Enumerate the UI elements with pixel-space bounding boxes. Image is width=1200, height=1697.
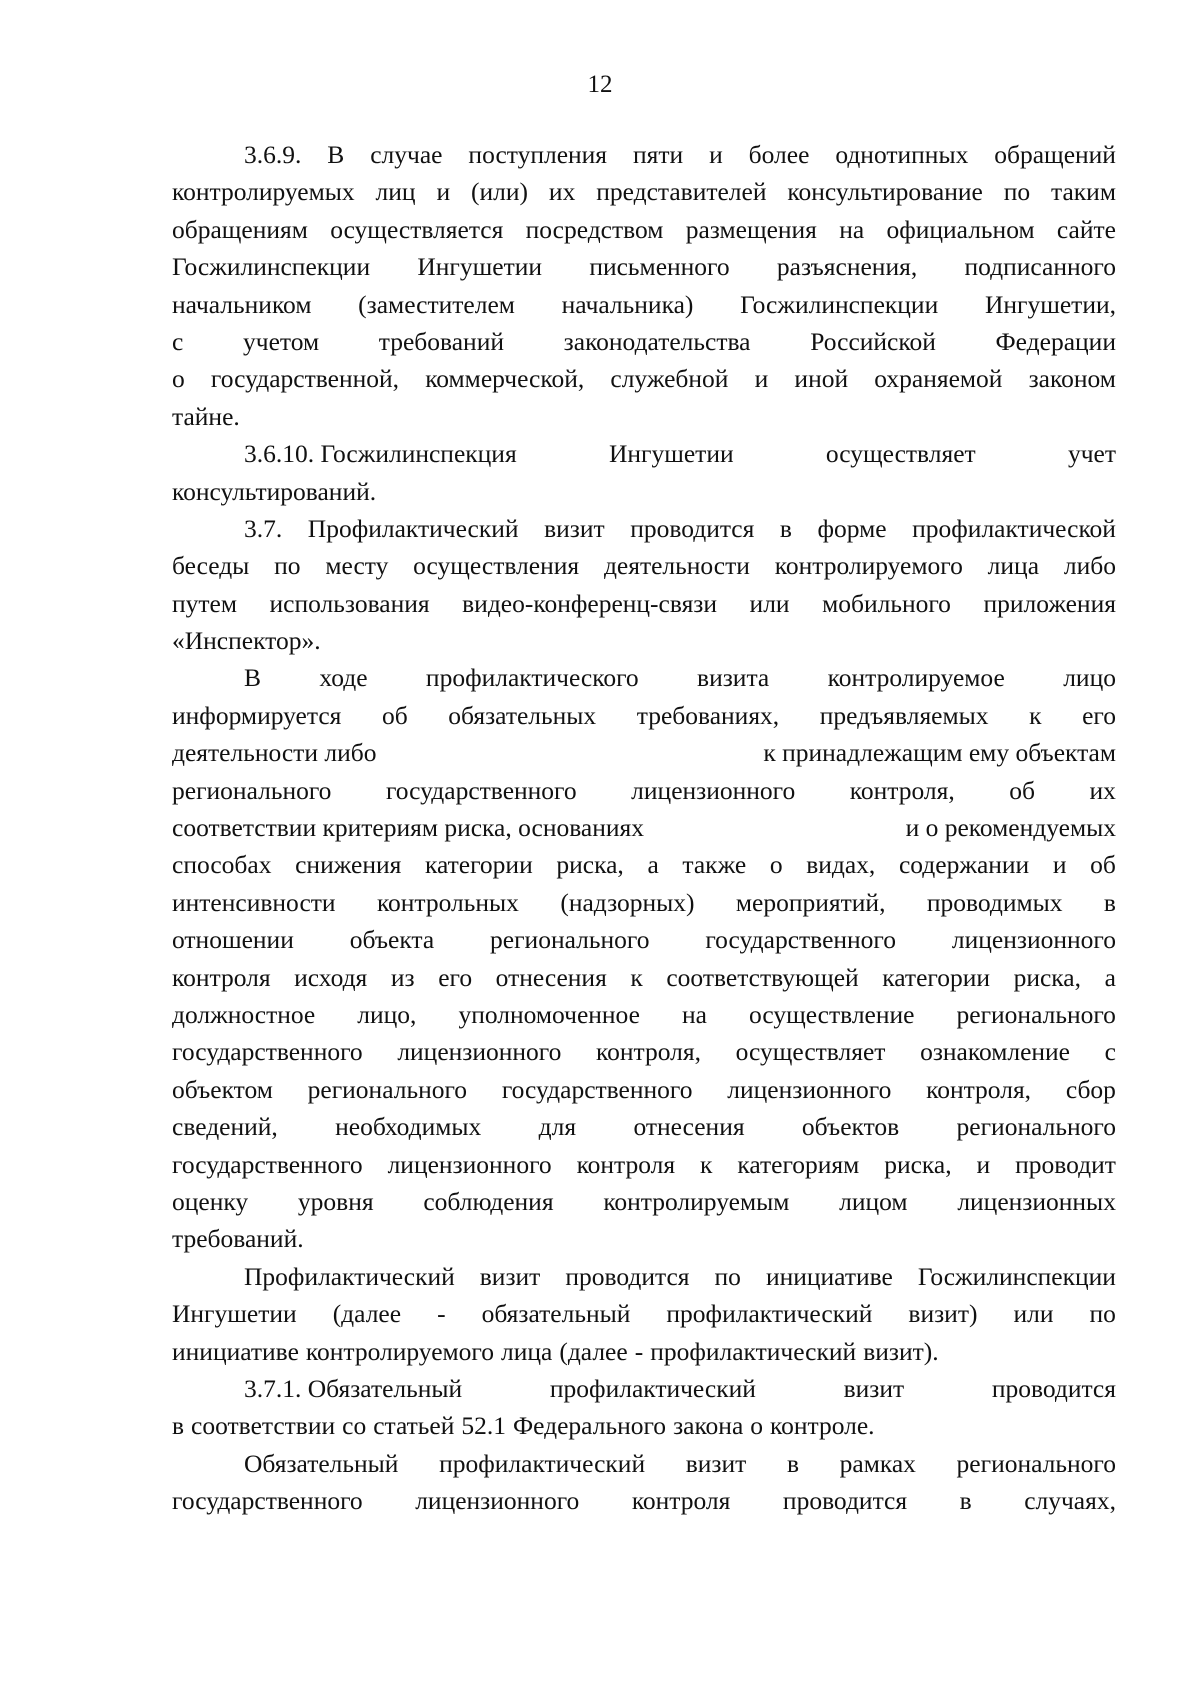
word: к: [1029, 700, 1042, 730]
word: их: [548, 177, 576, 207]
word: а: [647, 850, 659, 880]
word: Госжилинспекции: [172, 252, 371, 282]
word: осуществления: [413, 551, 580, 581]
word: объектов: [801, 1112, 900, 1142]
word: визит: [544, 513, 605, 543]
text-line: [172, 1482, 1116, 1519]
text-line: [172, 846, 1116, 883]
word: и: [754, 364, 769, 394]
word: представителей: [596, 177, 767, 207]
word: Ингушетии,: [984, 289, 1116, 319]
word: беседы: [172, 551, 250, 581]
word: лица: [500, 1336, 553, 1366]
word: лицензионного: [631, 775, 796, 805]
word: способах: [172, 850, 272, 880]
word: профилактической: [912, 513, 1116, 543]
text-line: [172, 996, 1116, 1033]
word: Ингушетии: [172, 1299, 297, 1329]
word: контролируемых: [172, 177, 355, 207]
word: и: [436, 177, 451, 207]
word: месту: [325, 551, 389, 581]
text-line: [172, 1108, 1116, 1145]
word: визит): [908, 1299, 978, 1329]
word: Ингушетии: [417, 252, 543, 282]
word: об: [1009, 775, 1035, 805]
word: профилактический: [549, 1373, 756, 1403]
word: для: [538, 1112, 577, 1142]
word: категории: [424, 850, 533, 880]
word: учет: [1067, 439, 1116, 469]
word: исходя: [294, 962, 368, 992]
text-line: [172, 809, 1116, 846]
text-line: [172, 398, 1116, 435]
word: лица: [987, 551, 1040, 581]
word: о: [172, 364, 185, 394]
word: о: [750, 1411, 764, 1441]
word: в: [1103, 887, 1116, 917]
word: (надзорных): [560, 887, 695, 917]
word: использования: [269, 588, 430, 618]
text-line: [172, 510, 1116, 547]
word: государственного: [385, 775, 577, 805]
word: 3.6.10. Госжилинспекция: [244, 439, 517, 469]
text-line: [172, 1183, 1116, 1220]
text-line: [172, 1407, 1116, 1444]
word: государственной,: [210, 364, 400, 394]
word: и: [976, 1149, 991, 1179]
word: регионального: [956, 1448, 1116, 1478]
word: визита: [697, 663, 770, 693]
word: сведений,: [172, 1112, 278, 1142]
word: категории: [882, 962, 991, 992]
word: контроля: [631, 1486, 731, 1516]
word: регионального: [307, 1074, 468, 1104]
word: проводит: [1015, 1149, 1116, 1179]
text-line: [172, 622, 1116, 659]
word: служебной: [610, 364, 729, 394]
word: В: [327, 140, 345, 169]
word: -: [437, 1299, 446, 1329]
word: ходе: [319, 663, 368, 693]
word: контроля: [576, 1149, 676, 1179]
text-line: [172, 248, 1116, 285]
word: коммерческой,: [425, 364, 585, 394]
word: лицом: [839, 1186, 908, 1216]
word: лицо: [1063, 663, 1116, 693]
word: его: [438, 962, 473, 992]
word: Профилактический: [307, 513, 519, 543]
text-line: [172, 921, 1116, 958]
text-line: [172, 1295, 1116, 1332]
word: необходимых: [335, 1112, 482, 1142]
word: об: [1090, 850, 1116, 880]
word: требованиях,: [636, 700, 780, 730]
word: контролируемое: [827, 663, 1005, 693]
word: осуществляет: [825, 439, 976, 469]
word: законодательства: [563, 326, 751, 356]
word: или: [749, 588, 790, 618]
text-line: [172, 473, 1116, 510]
word: видах,: [806, 850, 876, 880]
word: рамках: [839, 1448, 916, 1478]
word: консультирований.: [172, 476, 377, 506]
word: профилактический: [650, 1336, 857, 1366]
word: путем: [172, 588, 237, 618]
word: деятельности либо: [172, 738, 377, 768]
word: сбор: [1065, 1074, 1116, 1104]
word: регионального: [490, 925, 650, 955]
word: контроля,: [596, 1037, 701, 1067]
word: консультирование: [787, 177, 983, 207]
word: -: [634, 1336, 644, 1366]
word: с: [1104, 1037, 1116, 1067]
word: таким: [1051, 177, 1116, 207]
word: контроля,: [926, 1074, 1032, 1104]
text-line: [172, 360, 1116, 397]
word: размещения: [685, 214, 817, 244]
word: на: [839, 214, 865, 244]
word: сайте: [1056, 214, 1116, 244]
word: лицензионного: [727, 1074, 892, 1104]
document-body: [172, 136, 1116, 1519]
word: форме: [817, 513, 887, 543]
word: профилактического: [425, 663, 639, 693]
word: и: [1052, 850, 1067, 880]
word: закона: [673, 1411, 744, 1441]
text-line: [172, 1220, 1116, 1257]
word: осуществляет: [735, 1037, 886, 1067]
word: инициативе: [765, 1261, 893, 1291]
word: регионального: [956, 999, 1116, 1029]
text-line: [172, 659, 1116, 696]
word: начальником: [172, 289, 312, 319]
word: проводится: [991, 1373, 1116, 1403]
word: соответствующей: [666, 962, 859, 992]
word: лицензионного: [397, 1037, 562, 1067]
word: объекта: [349, 925, 435, 955]
word: контроля,: [849, 775, 955, 805]
word: его: [1082, 700, 1116, 730]
word: 3.6.9.: [244, 140, 302, 169]
word: риска,: [556, 850, 624, 880]
word: официальном: [886, 214, 1035, 244]
word: осуществление: [748, 999, 915, 1029]
text-line: [172, 959, 1116, 996]
word: Федерального: [513, 1411, 667, 1441]
word: подписанного: [964, 252, 1116, 282]
word: в: [779, 513, 792, 543]
word: также: [682, 850, 747, 880]
word: а: [1104, 962, 1116, 992]
word: случаях,: [1024, 1486, 1116, 1516]
word: обязательных: [448, 700, 597, 730]
text-line: [172, 211, 1116, 248]
word: Обязательный: [244, 1448, 399, 1478]
word: Российской: [810, 326, 936, 356]
word: Ингушетии: [608, 439, 734, 469]
word: должностное: [172, 999, 316, 1029]
word: охраняемой: [874, 364, 1003, 394]
word: проводится: [565, 1261, 690, 1291]
word: риска,: [1013, 962, 1082, 992]
text-line: [172, 173, 1116, 210]
word: (или): [471, 177, 529, 207]
word: соответствии критериям риска, основаниях: [172, 813, 645, 843]
text-line: [172, 884, 1116, 921]
text-line: [172, 323, 1116, 360]
word: по: [274, 551, 301, 581]
word: контролируемым: [603, 1186, 790, 1216]
word: оценку: [172, 1186, 249, 1216]
word: проводится: [782, 1486, 908, 1516]
word: соблюдения: [423, 1186, 554, 1216]
word: 52.1: [461, 1411, 507, 1441]
word: государственного: [172, 1486, 363, 1516]
text-line: [172, 1333, 1116, 1370]
word: уполномоченное: [458, 999, 640, 1029]
word: инициативе: [172, 1336, 299, 1366]
word: приложения: [983, 588, 1116, 618]
word: государственного: [172, 1037, 363, 1067]
text-line: [172, 772, 1116, 809]
text-line: [172, 435, 1116, 472]
word: их: [1089, 775, 1116, 805]
word: лицензионных: [957, 1186, 1116, 1216]
word: визит).: [863, 1336, 939, 1366]
word: по: [1003, 177, 1031, 207]
word: категориям: [737, 1149, 860, 1179]
word: об: [381, 700, 408, 730]
word: Госжилинспекции: [917, 1261, 1116, 1291]
word: соответствии: [191, 1411, 336, 1441]
word: со: [342, 1411, 367, 1441]
word: на: [681, 999, 707, 1029]
word: деятельности: [603, 551, 750, 581]
word: однотипных: [835, 140, 969, 169]
text-line: [172, 1445, 1116, 1482]
text-line: [172, 286, 1116, 323]
word: учетом: [243, 326, 320, 356]
text-line: [172, 1033, 1116, 1070]
text-line: [172, 1071, 1116, 1108]
page-number: 12: [587, 71, 613, 98]
word: визит: [685, 1448, 747, 1478]
word: В: [244, 663, 262, 693]
word: иной: [794, 364, 849, 394]
word: тайне.: [172, 401, 240, 431]
word: визит: [479, 1261, 541, 1291]
word: регионального: [956, 1112, 1116, 1142]
word: обращений: [994, 140, 1116, 169]
word: (далее: [559, 1336, 628, 1366]
word: (далее: [332, 1299, 402, 1329]
word: ознакомление: [920, 1037, 1070, 1067]
word: в: [172, 1411, 185, 1441]
word: контролируемого: [774, 551, 963, 581]
word: снижения: [295, 850, 402, 880]
text-line: [172, 1146, 1116, 1183]
word: лицензионного: [951, 925, 1116, 955]
word: объектом: [172, 1074, 273, 1104]
word: уровня: [297, 1186, 374, 1216]
word: Профилактический: [244, 1261, 455, 1291]
word: Федерации: [995, 326, 1116, 356]
word: к: [630, 962, 643, 992]
word: проводится: [630, 513, 755, 543]
word: отношении: [172, 925, 294, 955]
word: требований.: [172, 1224, 304, 1254]
word: о: [769, 850, 783, 880]
word: лицензионного: [387, 1149, 552, 1179]
text-line: [172, 136, 1116, 173]
word: обязательный: [481, 1299, 631, 1329]
word: лиц: [375, 177, 416, 207]
word: визит: [843, 1373, 905, 1403]
word: либо: [1063, 551, 1116, 581]
word: поступления: [468, 140, 608, 169]
word: отнесения: [495, 962, 607, 992]
word: в: [959, 1486, 972, 1516]
word: контроля: [172, 962, 271, 992]
text-line: [172, 1370, 1116, 1407]
text-line: [172, 547, 1116, 584]
word: с: [172, 326, 184, 356]
word: информируется: [172, 700, 342, 730]
word: содержании: [898, 850, 1030, 880]
word: и: [709, 140, 723, 169]
word: более: [748, 140, 810, 169]
word: мероприятий,: [735, 887, 886, 917]
word: посредством: [525, 214, 664, 244]
word: разъяснения,: [776, 252, 918, 282]
word: случае: [370, 140, 443, 169]
word: 3.7.1. Обязательный: [244, 1373, 463, 1403]
text-line: [172, 1258, 1116, 1295]
text-line: [172, 734, 1116, 771]
word: в: [786, 1448, 799, 1478]
word: по: [714, 1261, 741, 1291]
word: осуществляется: [330, 214, 504, 244]
text-line: [172, 585, 1116, 622]
word: лицо,: [357, 999, 417, 1029]
word: государственного: [705, 925, 897, 955]
word: законом: [1028, 364, 1116, 394]
word: к: [700, 1149, 713, 1179]
word: мобильного: [822, 588, 951, 618]
word: отнесения: [633, 1112, 745, 1142]
word: риска,: [884, 1149, 952, 1179]
word: и о рекомендуемых: [905, 813, 1116, 843]
word: письменного: [589, 252, 730, 282]
word: лицензионного: [415, 1486, 580, 1516]
word: видео-конференц-связи: [462, 588, 718, 618]
word: по: [1089, 1299, 1116, 1329]
word: (заместителем: [358, 289, 515, 319]
word: интенсивности: [172, 887, 336, 917]
word: профилактический: [666, 1299, 873, 1329]
word: пяти: [632, 140, 684, 169]
word: к принадлежащим ему объектам: [763, 738, 1116, 768]
word: «Инспектор».: [172, 626, 321, 656]
word: предъявляемых: [819, 700, 989, 730]
word: требований: [378, 326, 504, 356]
word: проводимых: [926, 887, 1063, 917]
word: профилактический: [439, 1448, 646, 1478]
word: 3.7.: [244, 513, 283, 543]
text-line: [172, 697, 1116, 734]
word: государственного: [501, 1074, 693, 1104]
word: из: [390, 962, 415, 992]
word: контролируемого: [305, 1336, 494, 1366]
word: или: [1013, 1299, 1054, 1329]
word: государственного: [172, 1149, 363, 1179]
word: статьей: [373, 1411, 455, 1441]
word: начальника): [561, 289, 694, 319]
word: Госжилинспекции: [740, 289, 939, 319]
word: контрольных: [376, 887, 519, 917]
word: обращениям: [172, 214, 308, 244]
word: контроле.: [770, 1411, 875, 1441]
word: регионального: [172, 775, 332, 805]
